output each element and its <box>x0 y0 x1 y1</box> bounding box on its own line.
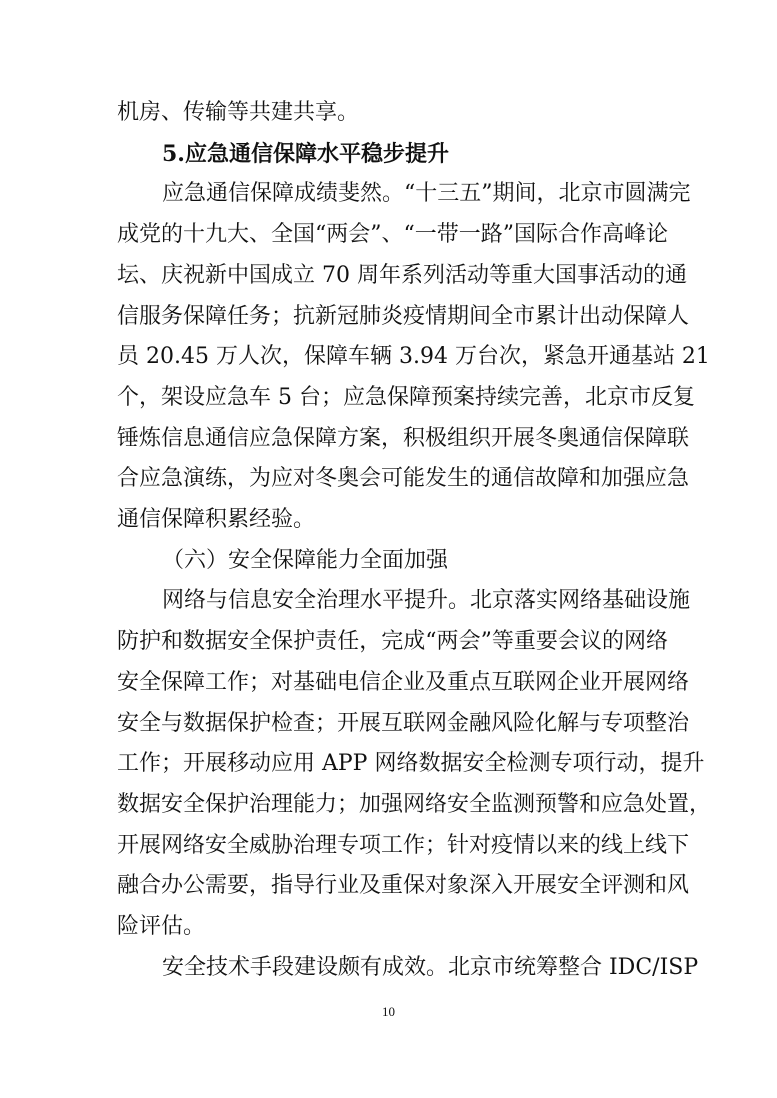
text-line: 机房、传输等共建共享。 <box>117 100 360 125</box>
text-line: 应急通信保障成绩斐然。“十三五”期间，北京市圆满完 <box>162 181 691 207</box>
text-line: 安全与数据保护检查；开展互联网金融风险化解与专项整治 <box>117 710 690 736</box>
text-line: 防护和数据安全保护责任，完成“两会”等重要会议的网络 <box>117 629 668 655</box>
section-heading: （六）安全保障能力全面加强 <box>162 547 449 573</box>
page-number: 10 <box>382 1004 395 1019</box>
text-line: 安全保障工作；对基础电信企业及重点互联网企业开展网络 <box>117 669 690 695</box>
text-line: 成党的十九大、全国“两会”、“一带一路”国际合作高峰论 <box>117 222 668 248</box>
text-line: 坛、庆祝新中国成立 70 周年系列活动等重大国事活动的通 <box>117 262 687 288</box>
text-line: 工作；开展移动应用 APP 网络数据安全检测专项行动，提升 <box>117 751 705 777</box>
text-line: 员 20.45 万人次，保障车辆 3.94 万台次，紧急开通基站 21 <box>117 344 710 370</box>
text-line: 网络与信息安全治理水平提升。北京落实网络基础设施 <box>162 588 691 614</box>
text-line: 合应急演练，为应对冬奥会可能发生的通信故障和加强应急 <box>117 466 690 492</box>
text-line: 通信保障积累经验。 <box>117 507 316 532</box>
text-line: 险评估。 <box>117 914 206 939</box>
text-line: 数据安全保护治理能力；加强网络安全监测预警和应急处置， <box>117 791 712 817</box>
text-line: 融合办公需要，指导行业及重保对象深入开展安全评测和风 <box>117 873 690 899</box>
text-line: 开展网络安全威胁治理专项工作；针对疫情以来的线上线下 <box>117 832 690 858</box>
text-line: 信服务保障任务；抗新冠肺炎疫情期间全市累计出动保障人 <box>117 303 690 329</box>
text-line: 安全技术手段建设颇有成效。北京市统筹整合 IDC/ISP <box>162 954 699 980</box>
section-heading: 5.应急通信保障水平稳步提升 <box>162 140 449 167</box>
text-line: 锤炼信息通信应急保障方案，积极组织开展冬奥通信保障联 <box>117 425 690 451</box>
text-line: 个，架设应急车 5 台；应急保障预案持续完善，北京市反复 <box>117 384 695 410</box>
